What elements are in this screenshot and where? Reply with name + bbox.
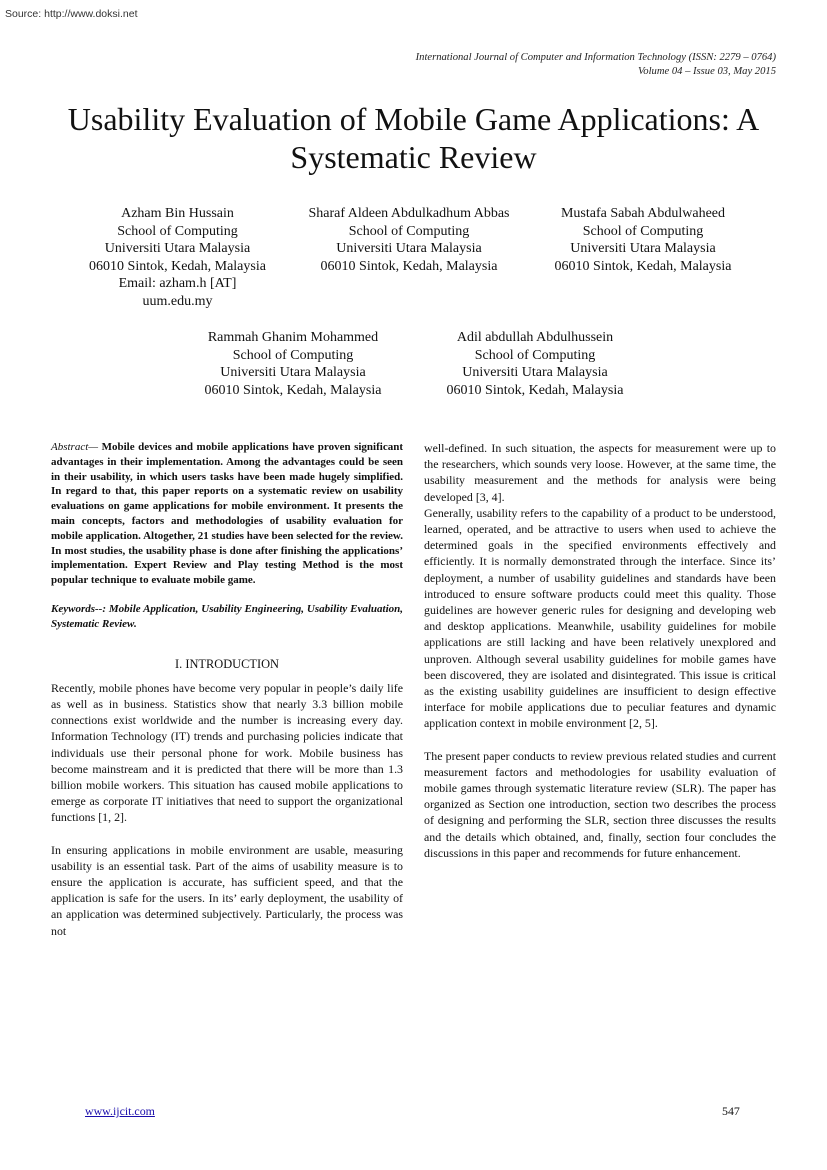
author-school: School of Computing <box>117 223 238 239</box>
paragraph: The present paper conducts to review previous related studies and current measurement factors and methodologies for usability evaluation of mobile games through systematic literature review (SLR). The paper has organized as Section one introduction, section two describes the process of designing and performing the SLR, section three discusses the results and the details which obtained, and, finally, section four concludes the discussions in this paper and recommends for future enhancement. <box>424 748 776 860</box>
author-block-2 <box>288 205 530 275</box>
author-university: Universiti Utara Malaysia <box>462 365 608 381</box>
author-school: School of Computing <box>348 223 470 239</box>
paragraph: well-defined. In such situation, the aspects for measurement were up to the researchers, which sounds very loose. However, at the same time, the usability measurement and the methods for analysis were being developed [3, 4]. <box>424 441 776 504</box>
author-block-1 <box>70 205 285 311</box>
title-line-1: Usability Evaluation of Mobile Game Applications: A <box>67 101 760 137</box>
author-school: School of Computing <box>474 347 596 363</box>
author-university: Universiti Utara Malaysia <box>336 241 482 257</box>
author-block-4 <box>186 329 400 399</box>
paper-title <box>30 100 797 176</box>
author-email: Email: azham.h [AT] <box>118 276 237 292</box>
paragraph: Recently, mobile phones have become very popular in people’s daily life as well as in business. Statistics show that nearly 3.3 billion mobile connections exist worldwide and the number is increasing every day. Information Technology (IT) trends and purchasing policies indicate that individuals use their personal phone for work. Mobile business has become mainstream and it is predicted that there will be more than 1.3 billion mobile workers. This situation has caused mobile applications to emerge as corporate IT initiatives that need to support the organizational functions [1, 2]. <box>51 680 403 825</box>
paragraph: In ensuring applications in mobile environment are usable, measuring usability is an essential task. Part of the aims of usability measure is to ensure the application is accurate, has sufficient speed, and that the application is safe for the users. In its’ early deployment, the usability of an application was determined subjectively. Particularly, the process was not <box>51 842 403 938</box>
journal-website-link[interactable]: www.ijcit.com <box>85 1104 155 1118</box>
author-address: 06010 Sintok, Kedah, Malaysia <box>554 258 732 274</box>
journal-volume: Volume 04 – Issue 03, May 2015 <box>638 66 776 77</box>
author-email-domain: uum.edu.my <box>142 293 213 309</box>
left-column <box>51 440 403 939</box>
author-name: Sharaf Aldeen Abdulkadhum Abbas <box>308 206 510 221</box>
author-name: Mustafa Sabah Abdulwaheed <box>560 206 726 221</box>
author-block-5 <box>428 329 642 399</box>
title-line-2: Systematic Review <box>290 139 537 175</box>
author-block-3 <box>536 205 750 275</box>
source-note: Source: http://www.doksi.net <box>5 8 138 20</box>
journal-header <box>416 51 776 79</box>
author-school: School of Computing <box>232 347 354 363</box>
page-number: 547 <box>722 1104 740 1118</box>
abstract-label: Abstract— <box>51 441 99 453</box>
author-address: 06010 Sintok, Kedah, Malaysia <box>204 382 382 398</box>
author-university: Universiti Utara Malaysia <box>220 365 366 381</box>
author-address: 06010 Sintok, Kedah, Malaysia <box>320 258 498 274</box>
paragraph: Generally, usability refers to the capability of a product to be understood, learned, operated, and be attractive to users when used to achieve the determined goals in the specified environments effectively and efficiently. It is normally demonstrated through the interface. Since its’ deployment, a number of usability guidelines and standards have been introduced to ensure software products could meet this quality. Those guidelines are however generic rules for designing and developing web and desktop applications. Meanwhile, usability guidelines for mobile applications are still lacking and have been relatively unexplored and unproven. Although several usability guidelines for mobile games have been discovered, they are isolated and disintegrated. This issue is critical as the existing usability guidelines are insufficient to design effective interface for mobile applications due to peculiar features and dynamic application context in mobile environment [2, 5]. <box>424 505 776 731</box>
abstract-text: Mobile devices and mobile applications have proven significant advantages in their implementation. Among the advantages could be seen in their usability, in which users tasks have been made hugely simplified. In regard to that, this paper reports on a systematic review on usability evaluations on game applications for mobile environment. It presents the main concepts, factors and methodologies of usability evaluation for mobile application. Altogether, 21 studies have been selected for the review. In most studies, the usability phase is done after finishing the applications’ implementation. Expert Review and Play testing Method is the most popular technique to evaluate mobile game. <box>51 441 403 587</box>
author-university: Universiti Utara Malaysia <box>570 241 716 257</box>
section-heading: I. INTRODUCTION <box>175 656 279 671</box>
abstract <box>51 440 403 588</box>
author-name: Azham Bin Hussain <box>121 206 234 221</box>
author-university: Universiti Utara Malaysia <box>104 241 251 257</box>
author-school: School of Computing <box>582 223 704 239</box>
author-address: 06010 Sintok, Kedah, Malaysia <box>446 382 624 398</box>
right-column <box>424 440 776 861</box>
author-name: Rammah Ghanim Mohammed <box>207 330 379 345</box>
keywords: Keywords--: Mobile Application, Usability Engineering, Usability Evaluation, Systematic Review. <box>51 602 403 630</box>
journal-name: International Journal of Computer and Information Technology (ISSN: 2279 – 0764) <box>415 52 776 63</box>
author-address: 06010 Sintok, Kedah, Malaysia <box>89 258 266 274</box>
author-name: Adil abdullah Abdulhussein <box>456 330 614 345</box>
